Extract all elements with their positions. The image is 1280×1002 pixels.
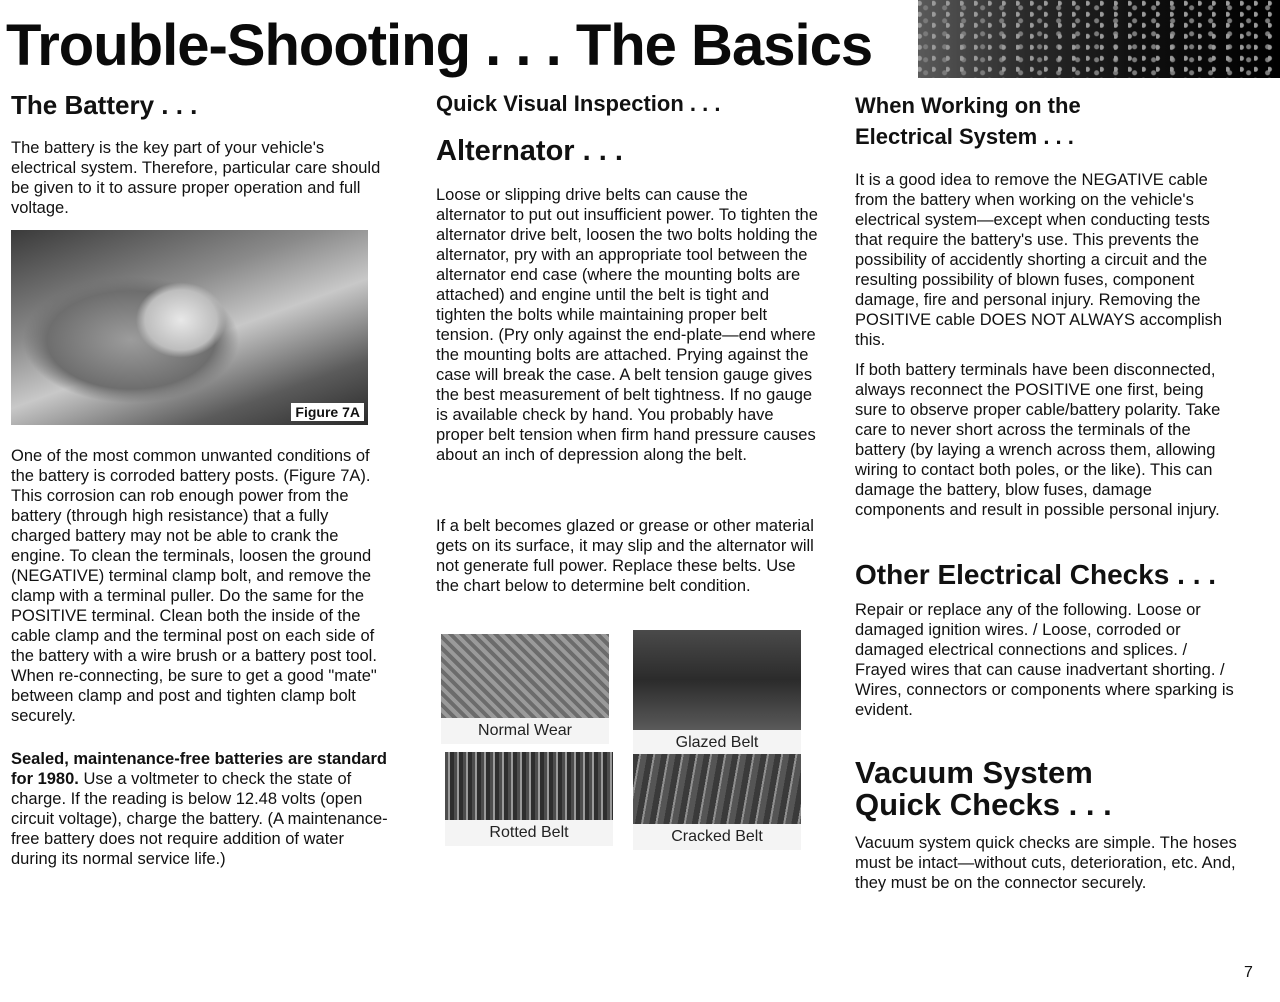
belt-normal-wear-image bbox=[441, 634, 609, 718]
belt-caption: Glazed Belt bbox=[633, 730, 801, 756]
figure-7a-label: Figure 7A bbox=[291, 403, 364, 421]
alternator-heading: Alternator . . . bbox=[436, 135, 623, 167]
belt-caption: Cracked Belt bbox=[633, 824, 801, 850]
vacuum-paragraph: Vacuum system quick checks are simple. The hoses must be intact—without cuts, deterioration, etc. And, they must be on the connector securely. bbox=[855, 834, 1237, 892]
other-checks-paragraph: Repair or replace any of the following. Loose or damaged ignition wires. / Loose, corroded or damaged electrical connections and splices. / Frayed wires that can cause inadvertant shorting. / Wires, connectors or components where sparking is evident. bbox=[855, 601, 1234, 719]
sealed-battery-rest: Use a voltmeter to check the state of charge. If the reading is below 12.48 volts (open circuit voltage), charge the battery. (A maintenance-free battery does not require addition of water during its normal service life.) bbox=[11, 770, 388, 868]
page-number: 7 bbox=[1244, 964, 1253, 981]
belt-rotted-image bbox=[445, 752, 613, 820]
alternator-paragraph-2: If a belt becomes glazed or grease or other material gets on its surface, it may slip and the alternator will not generate full power. Replace these belts. Use the chart below to determine belt condition. bbox=[436, 517, 814, 595]
quick-visual-heading: Quick Visual Inspection . . . bbox=[436, 91, 721, 116]
belt-rotted bbox=[445, 752, 613, 846]
corner-photo-block bbox=[918, 0, 1280, 78]
belt-condition-chart bbox=[441, 630, 801, 860]
belt-glazed bbox=[633, 630, 801, 756]
corrosion-paragraph: One of the most common unwanted conditions of the battery is corroded battery posts. (Figure 7A). This corrosion can rob enough power from the battery (through high resistance) that a fully charged battery may not be able to crank the engine. To clean the terminals, loosen the ground (NEGATIVE) terminal clamp bolt, and remove the clamp with a terminal puller. Do the same for the POSITIVE terminal. Clean both the inside of the cable clamp and the terminal post on each side of the battery with a wire brush or a battery post tool. When re-connecting, be sure to get a good "mate" between clamp and post and tighten clamp bolt securely. bbox=[11, 447, 377, 725]
page-title: Trouble-Shooting . . . The Basics bbox=[6, 13, 873, 78]
belt-caption: Normal Wear bbox=[441, 718, 609, 744]
battery-heading: The Battery . . . bbox=[11, 90, 198, 120]
other-checks-heading: Other Electrical Checks . . . bbox=[855, 559, 1217, 590]
belt-cracked-image bbox=[633, 754, 801, 824]
reconnect-paragraph: If both battery terminals have been disconnected, always reconnect the POSITIVE one first, being sure to observe proper cable/battery polarity. Take care to never short across the terminals of the battery (by laying a wrench across them, allowing wiring to contact both poles, or the like). This can damage the battery, blow fuses, damage components and result in possible personal injury. bbox=[855, 361, 1221, 519]
belt-cracked bbox=[633, 754, 801, 850]
belt-caption: Rotted Belt bbox=[445, 820, 613, 846]
sealed-battery-bold: Sealed, maintenance-free batteries are standard for 1980. bbox=[11, 750, 387, 788]
belt-normal-wear bbox=[441, 634, 609, 744]
negative-cable-paragraph: It is a good idea to remove the NEGATIVE cable from the battery when working on the vehicle's electrical system—except when conducting tests that require the battery's use. This prevents the possibility of accidently shorting a circuit and the resulting possibility of blown fuses, component damage, fire and personal injury. Removing the POSITIVE cable DOES NOT ALWAYS accomplish this. bbox=[855, 171, 1223, 349]
working-electrical-heading: When Working on the Electrical System . . . bbox=[855, 93, 1081, 149]
sealed-battery-paragraph bbox=[11, 749, 391, 869]
belt-glazed-image bbox=[633, 630, 801, 730]
battery-intro: The battery is the key part of your vehicle's electrical system. Therefore, particular care should be given to it to assure proper operation and full voltage. bbox=[11, 139, 381, 217]
vacuum-heading-line1: Vacuum System bbox=[855, 755, 1093, 790]
figure-7a-photo bbox=[11, 230, 368, 425]
vacuum-heading-line2: Quick Checks . . . bbox=[855, 787, 1112, 822]
alternator-paragraph-1: Loose or slipping drive belts can cause the alternator to put out insufficient power. To tighten the alternator drive belt, loosen the two bolts holding the alternator, pry with an appropriate tool between the alternator end case (where the mounting bolts are attached) and engine until the belt is tight and tighten the bolts while maintaining proper belt tension. (Pry only against the end-plate—end where the mounting bolts are attached. Prying against the case will break the case. A belt tension gauge gives the best measurement of belt tightness. If no gauge is available check by hand. You probably have proper belt tension when firm hand pressure causes about an inch of depression along the belt. bbox=[436, 186, 818, 464]
